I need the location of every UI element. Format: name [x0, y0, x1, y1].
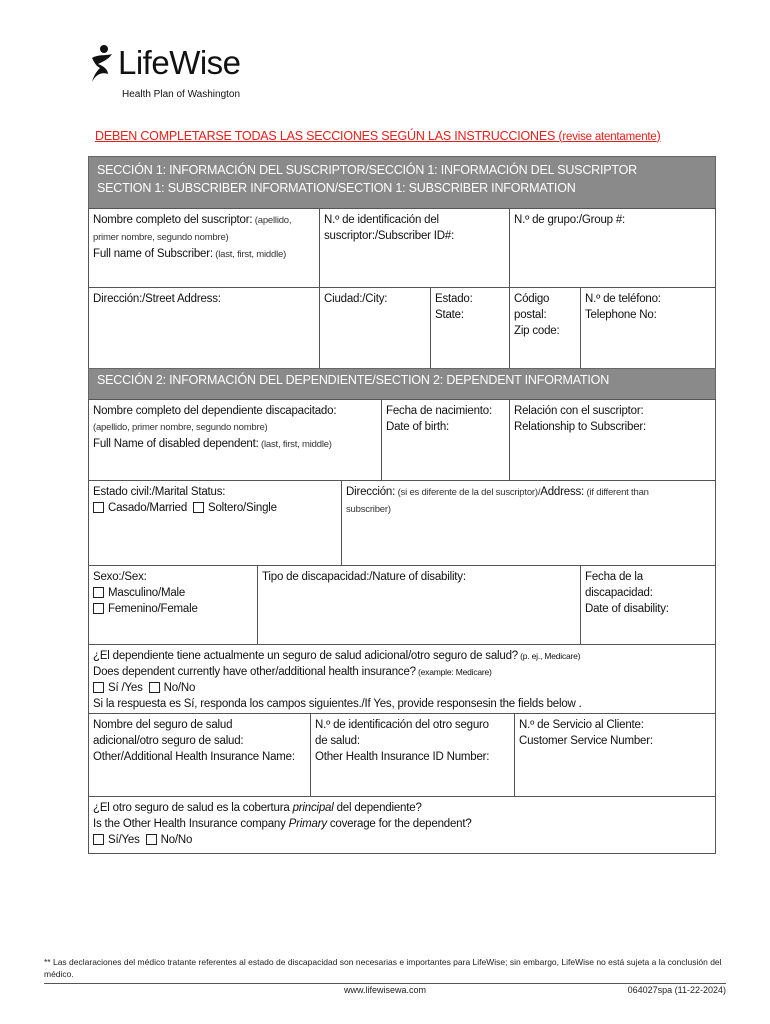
- customer-service-number-field[interactable]: N.º de Servicio al Cliente: Customer Service Number:: [514, 713, 716, 797]
- sex-field: Sexo:/Sex: Masculino/Male Femenino/Female: [88, 565, 258, 645]
- section1-title-en: SECTION 1: SUBSCRIBER INFORMATION/SECTION 1: SUBSCRIBER INFORMATION: [97, 181, 576, 195]
- relationship-field[interactable]: Relación con el suscriptor: Relationship to Subscriber:: [509, 399, 716, 481]
- street-address-field[interactable]: Dirección:/Street Address:: [88, 287, 320, 369]
- male-checkbox[interactable]: [93, 587, 104, 598]
- primary-yes-checkbox[interactable]: [93, 834, 104, 845]
- logo-wordmark: LifeWise: [118, 44, 241, 81]
- date-of-birth-field[interactable]: Fecha de nacimiento: Date of birth:: [381, 399, 510, 481]
- date-of-disability-field[interactable]: Fecha de la discapacidad: Date of disability:: [580, 565, 716, 645]
- section1-title-es: SECCIÓN 1: INFORMACIÓN DEL SUSCRIPTOR/SECCIÓN 1: INFORMACIÓN DEL SUSCRIPTOR: [97, 163, 637, 177]
- section1-header: [88, 156, 716, 209]
- other-insurance-id-field[interactable]: N.º de identificación del otro seguro de salud: Other Health Insurance ID Number:: [310, 713, 515, 797]
- subscriber-id-field[interactable]: N.º de identificación del suscriptor:/Subscriber ID#:: [319, 208, 510, 288]
- zip-code-field[interactable]: Código postal: Zip code:: [509, 287, 581, 369]
- form-code: 064027spa (11-22-2024): [627, 985, 726, 995]
- telephone-field[interactable]: N.º de teléfono: Telephone No:: [580, 287, 716, 369]
- section2-title: SECCIÓN 2: INFORMACIÓN DEL DEPENDIENTE/SECTION 2: DEPENDENT INFORMATION: [97, 373, 610, 387]
- footer-divider: [44, 983, 726, 984]
- primary-coverage-question: ¿El otro seguro de salud es la cobertura principal del dependiente? Is the Other Health Insurance company Primary coverage for the dependent? Sí/Yes No/No: [88, 796, 716, 854]
- female-checkbox[interactable]: [93, 603, 104, 614]
- subscriber-name-field[interactable]: Nombre completo del suscriptor: (apellido, primer nombre, segundo nombre) Full name of Subscriber: (last, first, middle): [88, 208, 320, 288]
- other-insurance-yes-checkbox[interactable]: [93, 682, 104, 693]
- group-number-field[interactable]: N.º de grupo:/Group #:: [509, 208, 716, 288]
- other-insurance-no-checkbox[interactable]: [149, 682, 160, 693]
- single-checkbox[interactable]: [193, 502, 204, 513]
- other-insurance-name-field[interactable]: Nombre del seguro de salud adicional/otro seguro de salud: Other/Additional Health Insurance Name:: [88, 713, 311, 797]
- marital-status-field: Estado civil:/Marital Status: Casado/Married Soltero/Single: [88, 480, 342, 566]
- dependent-name-field[interactable]: Nombre completo del dependiente discapacitado: (apellido, primer nombre, segundo nombre) Full Name of disabled dependent: (last, first, middle): [88, 399, 382, 481]
- dependent-address-field[interactable]: Dirección: (si es diferente de la del suscriptor)/Address: (if different than subscriber): [341, 480, 716, 566]
- lifewise-logo-mark: [88, 44, 120, 84]
- city-field[interactable]: Ciudad:/City:: [319, 287, 431, 369]
- married-checkbox[interactable]: [93, 502, 104, 513]
- instruction-banner: DEBEN COMPLETARSE TODAS LAS SECCIONES SEGÚN LAS INSTRUCCIONES (revise atentamente): [95, 129, 661, 143]
- logo-subtitle: Health Plan of Washington: [122, 89, 241, 100]
- section2-header: [88, 368, 716, 400]
- physician-footnote: ** Las declaraciones del médico tratante referentes al estado de discapacidad son necesarias e importantes para LifeWise; sin embargo, LifeWise no está sujeta a la conclusión del médico.: [44, 957, 722, 979]
- state-field[interactable]: Estado: State:: [430, 287, 510, 369]
- primary-no-checkbox[interactable]: [146, 834, 157, 845]
- other-insurance-question: ¿El dependiente tiene actualmente un seguro de salud adicional/otro seguro de salud? (p. ej., Medicare) Does dependent currently have other/additional health insurance? (example: Medicare) Sí /Yes No/No Si la respuesta es Sí, responda los campos siguientes./If Yes, provide responsesin the fields below .: [88, 644, 716, 714]
- footer-url[interactable]: www.lifewisewa.com: [343, 985, 427, 995]
- nature-of-disability-field[interactable]: Tipo de discapacidad:/Nature of disability:: [257, 565, 581, 645]
